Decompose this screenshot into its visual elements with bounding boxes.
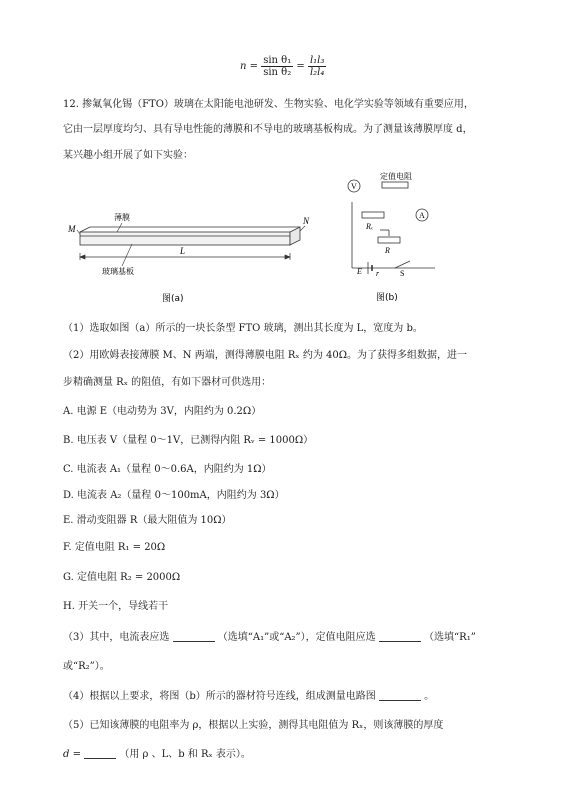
blank-resistor[interactable] (379, 631, 421, 642)
q12-line1: 12. 掺氟氧化锡（FTO）玻璃在太阳能电池研发、生物实验、电化学实验等领域有重要应用， (63, 99, 474, 110)
formula-num2: l₁l₃ (309, 55, 325, 66)
formula-num1: sin θ₁ (263, 55, 292, 66)
formula-lhs: n (240, 61, 247, 72)
item-5-line1: （5）已知该薄膜的电阻率为 ρ，根据以上实验，测得其电阻值为 Rₓ，则该薄膜的厚度 (63, 720, 444, 731)
option-H: H. 开关一个，导线若干 (63, 601, 169, 612)
caption-b: 图(b) (376, 293, 398, 303)
switch-symbol (395, 261, 410, 268)
formula-eq2: = (296, 61, 305, 72)
label-film: 薄膜 (114, 213, 130, 222)
item-5-d: d = (63, 749, 81, 760)
leader-N (300, 226, 305, 231)
item-2-line1: （2）用欧姆表接薄膜 M、N 两端，测得薄膜电阻 Rₓ 约为 40Ω。为了获得多组数据，进一 (63, 350, 468, 361)
figure-b (340, 172, 460, 306)
blank-ammeter[interactable] (173, 631, 215, 642)
rheostat-symbol (378, 237, 400, 243)
label-glass: 玻璃基板 (102, 267, 134, 276)
label-N: N (303, 216, 310, 226)
item-3-line1 (63, 631, 476, 645)
label-E: E (357, 267, 362, 276)
glass-strip (80, 227, 300, 245)
label-fixed-resistor: 定值电阻 (380, 172, 412, 181)
option-G: G. 定值电阻 R₂ = 2000Ω (63, 572, 181, 583)
label-r: r (376, 269, 380, 278)
blank-circuit[interactable] (379, 690, 421, 701)
formula-fraction-sin (261, 55, 293, 78)
item-3-text1: （3）其中，电流表应选 (63, 632, 170, 643)
fixed-resistor-symbol (382, 182, 408, 188)
option-C: C. 电流表 A₁（量程 0～0.6A，内阻约为 1Ω） (63, 464, 272, 475)
rx-symbol (362, 212, 384, 218)
figure-a (62, 208, 322, 308)
caption-a: 图(a) (162, 294, 184, 304)
refraction-formula (240, 55, 326, 89)
label-M: M (68, 224, 76, 234)
formula-den1: sin θ₂ (263, 67, 292, 78)
item-4-text1: （4）根据以上要求，将图（b）所示的器材符号连线，组成测量电路图 (63, 691, 376, 702)
q12-line3: 某兴趣小组开展了如下实验： (63, 150, 193, 161)
item-3-text3: （选填“R₁” (424, 632, 476, 643)
item-1: （1）选取如图（a）所示的一块长条型 FTO 玻璃，测出其长度为 L，宽度为 b。 (63, 323, 423, 334)
item-5-text: （用 ρ 、L、b 和 Rₓ 表示）。 (119, 749, 251, 760)
label-A: A (419, 211, 425, 220)
leader-M (77, 230, 80, 234)
formula-fraction-lengths (308, 55, 326, 78)
option-E: E. 滑动变阻器 R（最大阻值为 10Ω） (63, 515, 232, 526)
label-Rx: Rₓ (366, 222, 374, 231)
leader-glass (122, 244, 132, 266)
label-V: V (351, 182, 357, 191)
item-4-text2: 。 (424, 691, 435, 702)
label-S: S (400, 269, 405, 278)
blank-thickness[interactable] (84, 748, 116, 759)
item-5-line2 (63, 748, 251, 762)
leader-film (117, 223, 122, 232)
item-4 (63, 690, 434, 704)
option-B: B. 电压表 V（量程 0～1V，已测得内阻 Rᵥ = 1000Ω） (63, 435, 314, 446)
option-A: A. 电源 E（电动势为 3V，内阻约为 0.2Ω） (63, 406, 262, 417)
item-2-line2: 步精确测量 Rₓ 的阻值，有如下器材可供选用： (63, 377, 272, 388)
label-R: R (385, 246, 390, 255)
formula-eq: = (249, 61, 259, 72)
option-D: D. 电流表 A₂（量程 0～100mA，内阻约为 3Ω） (63, 490, 285, 501)
q12-line2: 它由一层厚度均匀、具有导电性能的薄膜和不导电的玻璃基板构成。为了测量该薄膜厚度 d， (63, 124, 473, 135)
option-F: F. 定值电阻 R₁ = 20Ω (63, 542, 166, 553)
label-L: L (180, 246, 186, 256)
item-3-text2: （选填“A₁”或“A₂”），定值电阻应选 (217, 632, 376, 643)
formula-den2: l₂l₄ (309, 67, 325, 78)
item-3-line2: 或“R₂”）。 (63, 661, 110, 672)
